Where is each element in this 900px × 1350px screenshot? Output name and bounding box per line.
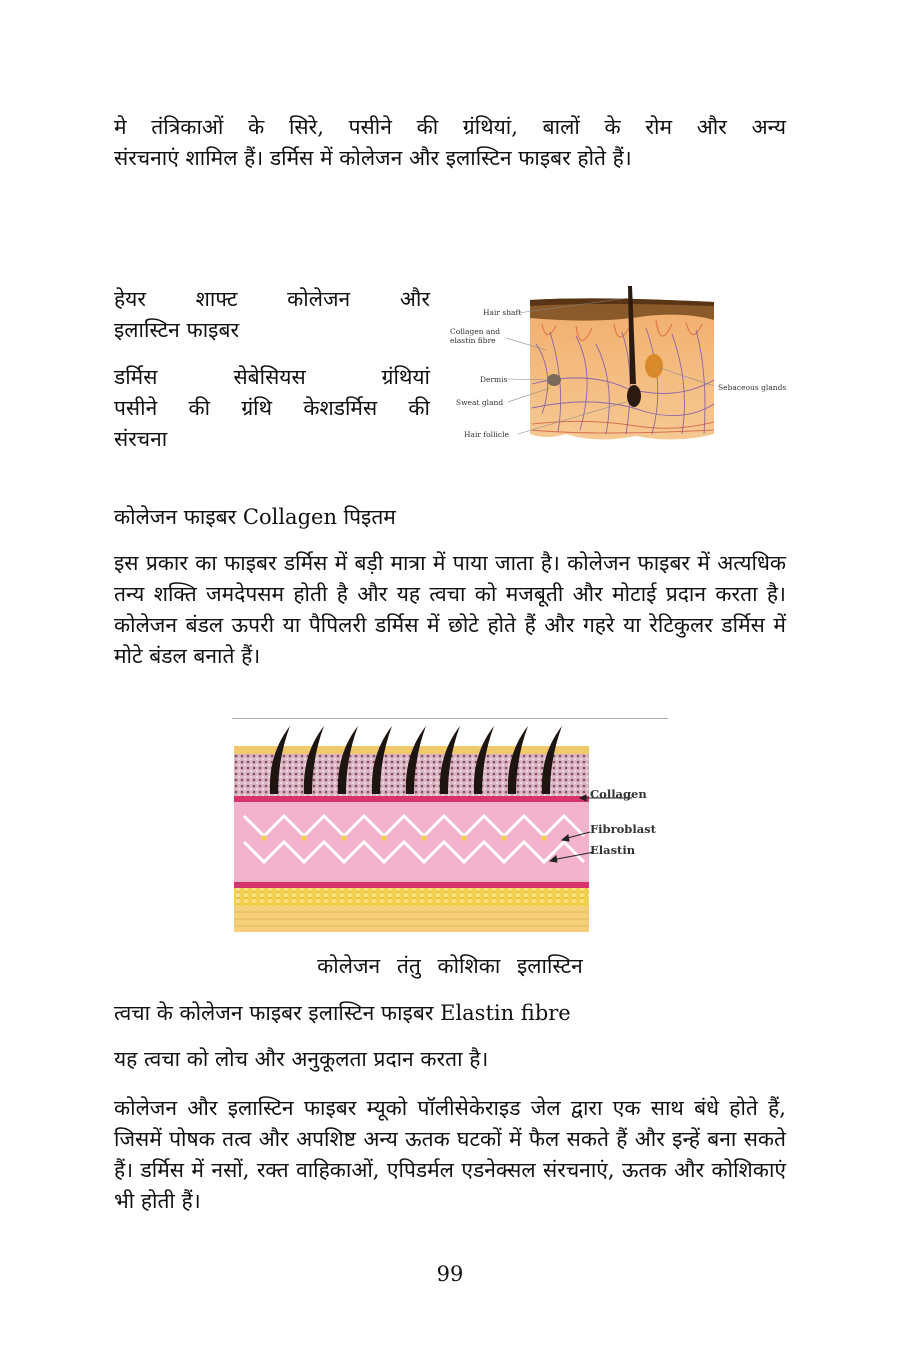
figure-caption: कोलेजन तंतु कोशिका इलास्टिन bbox=[317, 954, 583, 978]
label-block-2b bbox=[114, 424, 430, 455]
label-hair-shaft: Hair shaft bbox=[483, 308, 522, 317]
figure-divider bbox=[232, 718, 668, 719]
elastin-paragraph: यह त्वचा को लोच और अनुकूलता प्रदान करता है। bbox=[114, 1047, 489, 1071]
label-block-2 bbox=[114, 362, 430, 424]
sebaceous-gland-drawing bbox=[645, 354, 663, 378]
collagen-elastin-figure bbox=[234, 724, 674, 936]
intro-line-1: मे तंत्रिकाओं के सिरे, पसीने की ग्रंथियां, बालों के रोम और अन्य bbox=[114, 115, 786, 139]
label-collagen-line2: elastin fibre bbox=[450, 336, 496, 345]
collagen-heading: कोलेजन फाइबर Collagen पिइतम bbox=[114, 505, 396, 529]
label-block-2-line-1: डर्मिस सेबेसियस ग्रंथियां bbox=[114, 365, 430, 389]
sweat-gland-drawing bbox=[547, 374, 561, 386]
fat-band bbox=[234, 888, 589, 906]
label-dermis: Dermis bbox=[480, 375, 508, 384]
collagen-band-bottom bbox=[234, 882, 589, 888]
intro-paragraph bbox=[114, 112, 786, 143]
label-sweat-gland: Sweat gland bbox=[456, 398, 504, 407]
label-fibroblast: Fibroblast bbox=[590, 822, 656, 836]
label-block-1 bbox=[114, 284, 430, 315]
elastin-heading: त्वचा के कोलेजन फाइबर इलास्टिन फाइबर Elastin fibre bbox=[114, 1001, 571, 1025]
label-block-2-line-3: संरचना bbox=[114, 427, 168, 451]
intro-paragraph-cont bbox=[114, 143, 786, 174]
dermis-band bbox=[234, 802, 589, 882]
label-block-1b bbox=[114, 315, 430, 346]
label-block-2-line-2: पसीने की ग्रंथि केशडर्मिस की bbox=[114, 396, 430, 420]
label-block-1-line-1: हेयर शाफ्ट कोलेजन और bbox=[114, 287, 430, 311]
label-elastin: Elastin bbox=[590, 843, 636, 857]
page-number: 99 bbox=[436, 1262, 464, 1286]
collagen-paragraph: इस प्रकार का फाइबर डर्मिस में बड़ी मात्रा में पाया जाता है। कोलेजन फाइबर में अत्यधिक तन्य शक्ति जमदेपसम होती है और यह त्वचा को मजबूती और मोटाई प्रदान करता है। कोलेजन बंडल ऊपरी या पैपिलरी डर्मिस में छोटे होते हैं और गहरे या रेटिकुलर डर्मिस में मोटे बंडल बनाते हैं। bbox=[114, 551, 786, 668]
label-sebaceous: Sebaceous glands bbox=[718, 383, 787, 392]
final-paragraph: कोलेजन और इलास्टिन फाइबर म्यूको पॉलीसेकेराइड जेल द्वारा एक साथ बंधे होते हैं, जिसमें पोषक तत्व और अपशिष्ट अन्य ऊतक घटकों में फैल सकते हैं और इन्हें बना सकते हैं। डर्मिस में नसों, रक्त वाहिकाओं, एपिडर्मल एडनेक्सल संरचनाएं, ऊतक और कोशिकाएं भी होती हैं। bbox=[114, 1096, 786, 1213]
skin-structure-figure bbox=[446, 284, 796, 449]
label-block-1-line-2: इलास्टिन फाइबर bbox=[114, 318, 240, 342]
label-collagen-line1: Collagen and bbox=[450, 327, 501, 336]
label-collagen: Collagen bbox=[590, 787, 647, 801]
intro-line-2: संरचनाएं शामिल हैं। डर्मिस में कोलेजन और इलास्टिन फाइबर होते हैं। bbox=[114, 146, 632, 170]
label-hair-follicle: Hair follicle bbox=[464, 430, 509, 439]
hair-follicle-bulb bbox=[627, 385, 641, 407]
collagen-band-top bbox=[234, 796, 589, 802]
